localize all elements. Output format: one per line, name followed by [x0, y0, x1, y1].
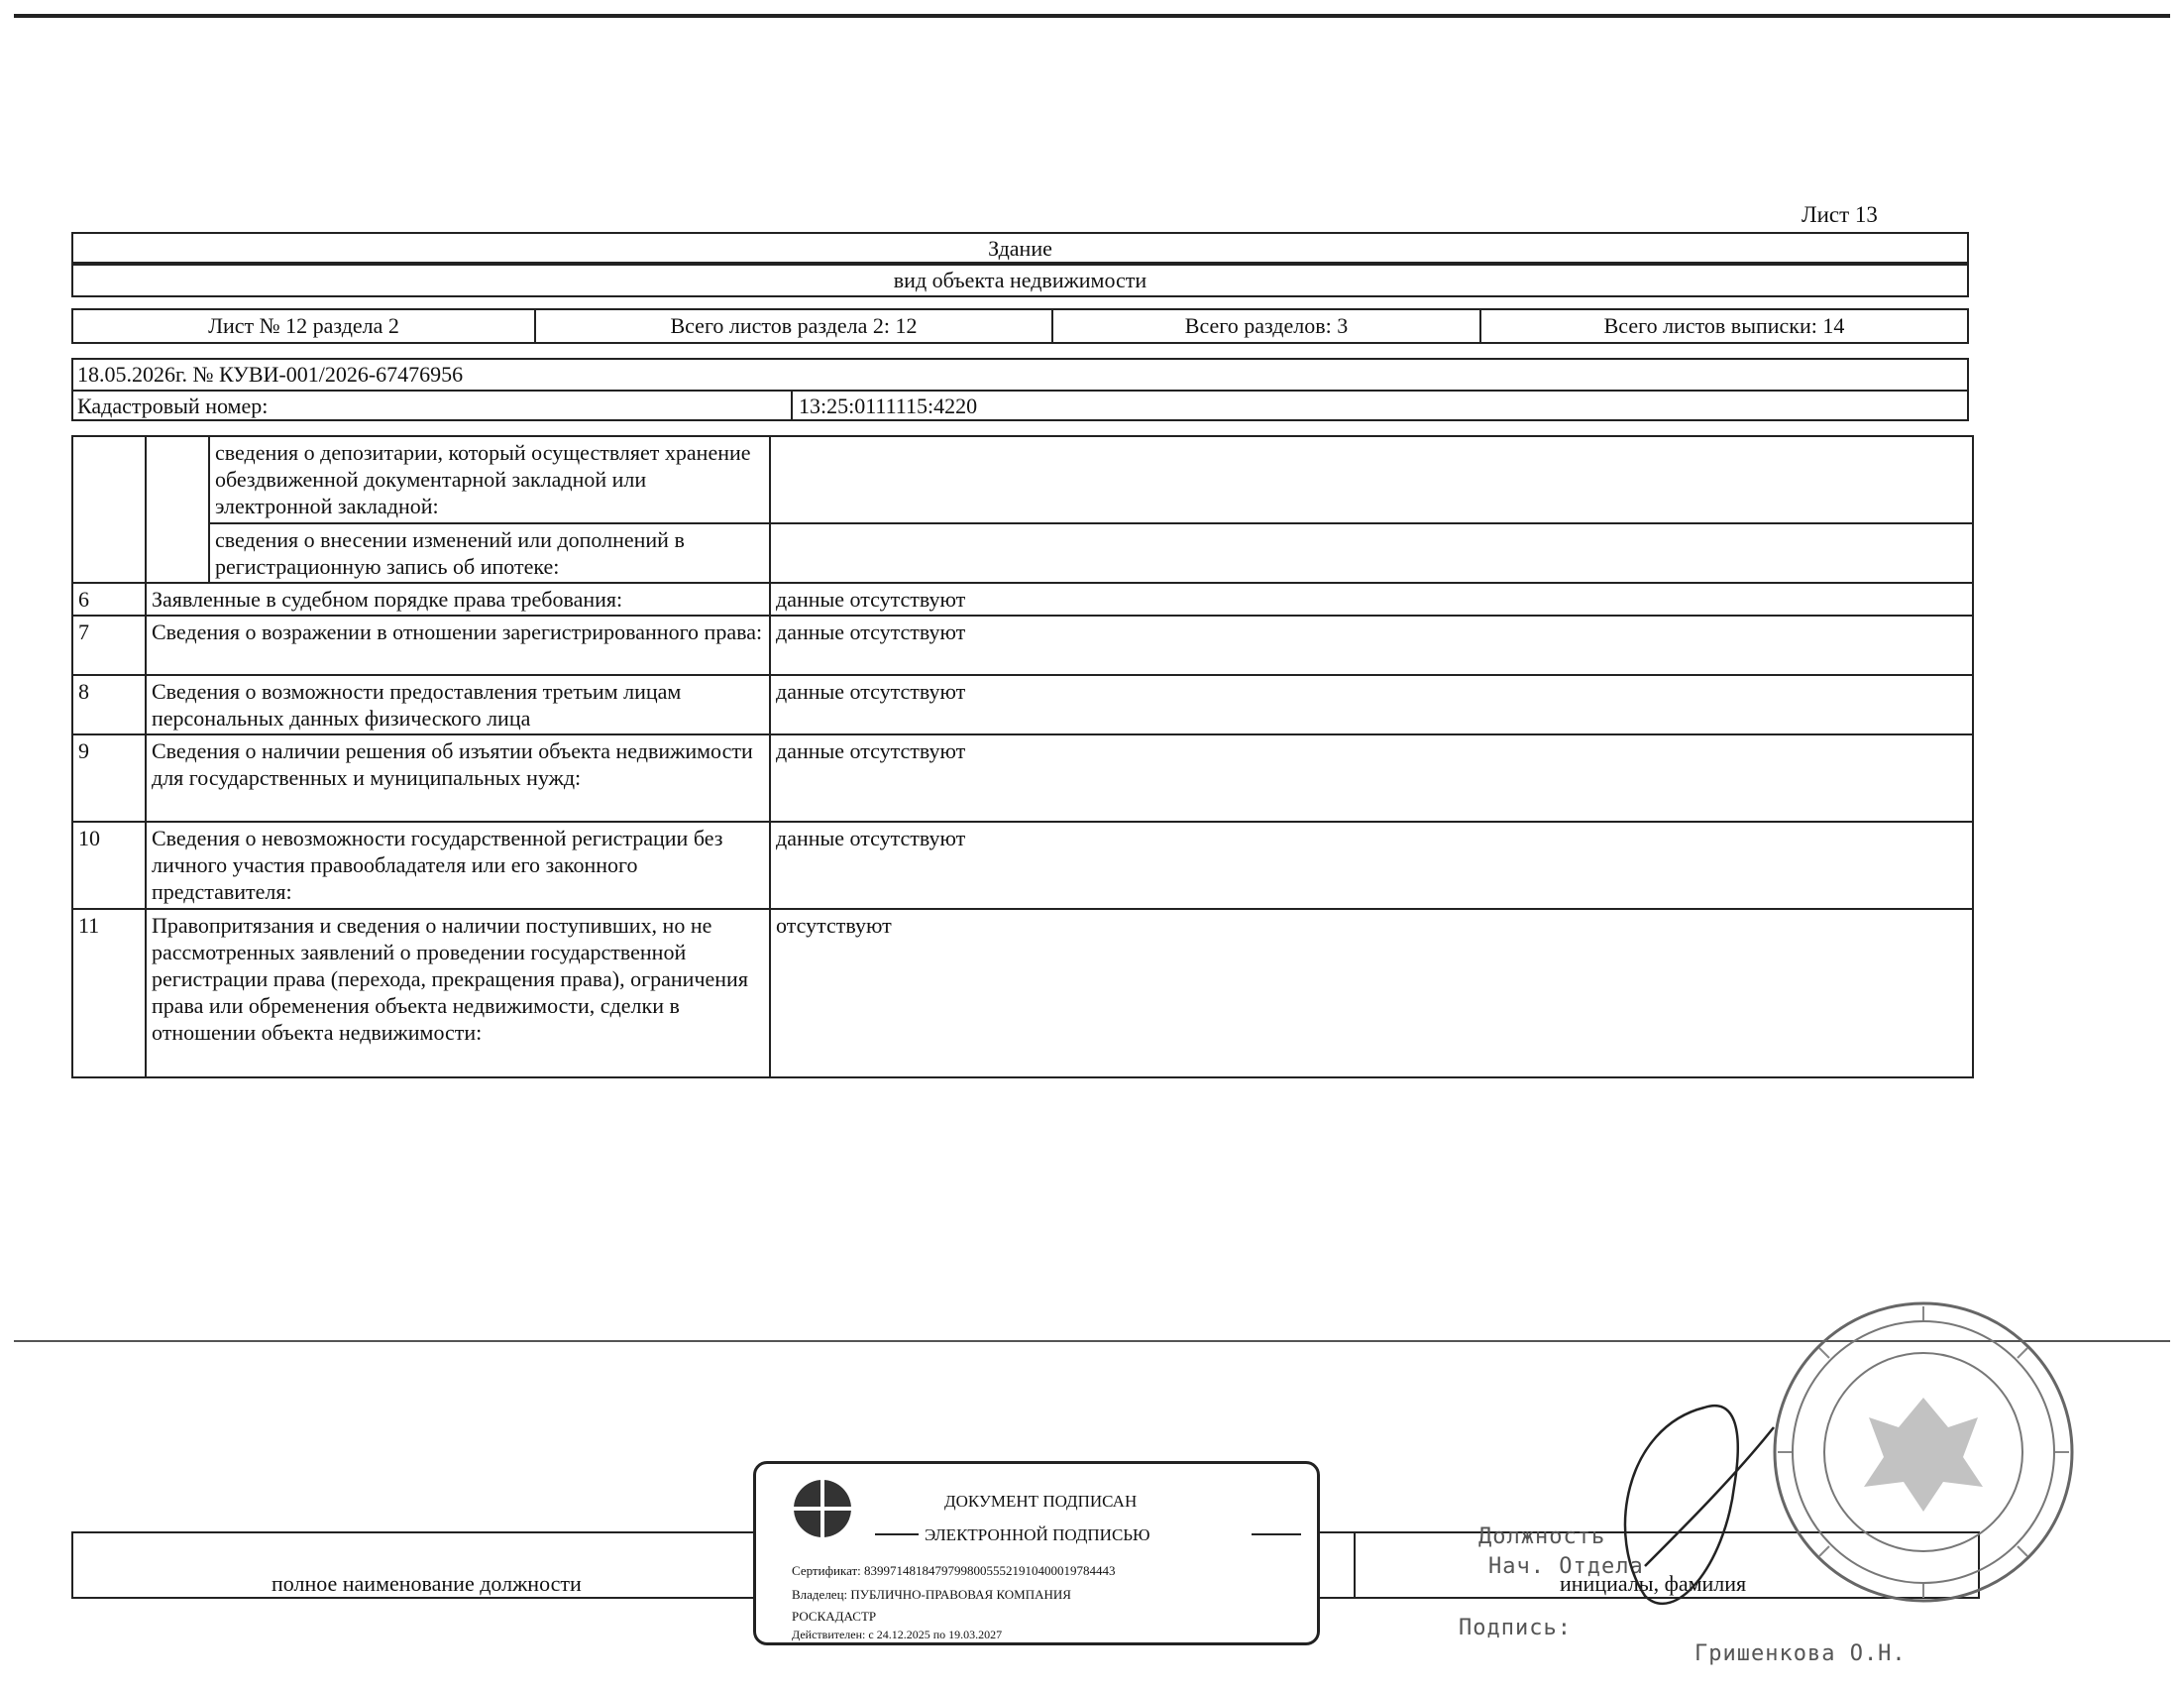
row-number: 7 [72, 616, 146, 675]
row-label: сведения о депозитарии, который осуществляет хранение обездвиженной документарной закладной или электронной закладной: [209, 436, 770, 523]
stamp-signer-name: Гришенкова О.Н. [1694, 1641, 1907, 1666]
top-border-line [14, 14, 2170, 18]
row-number-empty [72, 436, 146, 583]
object-type [71, 232, 1969, 264]
sub-indent-empty [146, 436, 209, 583]
sheet-info-row [71, 308, 1969, 344]
cadastral-number: 13:25:0111115:4220 [799, 394, 978, 418]
extract-reference: 18.05.2026г. № КУВИ-001/2026-67476956 [77, 362, 464, 387]
table-row [72, 909, 1973, 1077]
divider [791, 390, 793, 421]
extract-info [71, 358, 1969, 421]
position-caption: полное наименование должности [272, 1571, 582, 1596]
stamp-position-label: Должность [1478, 1524, 1606, 1549]
name-caption: инициалы, фамилия [1560, 1571, 1747, 1596]
row-value: данные отсутствуют [770, 583, 1973, 616]
row-value: данные отсутствуют [770, 822, 1973, 909]
object-type-value: Здание [988, 236, 1052, 261]
row-number: 9 [72, 734, 146, 822]
esig-certificate: Сертификат: 839971481847979980055521910400019784443 [792, 1563, 1116, 1578]
roskadastr-logo-icon [794, 1480, 851, 1537]
row-value [770, 523, 1973, 583]
table-row [72, 616, 1973, 675]
electronic-signature-box [753, 1461, 1320, 1645]
table-row [72, 436, 1973, 523]
stamp-position-value: Нач. Отдела [1488, 1554, 1644, 1579]
table-row [72, 523, 1973, 583]
esig-owner: Владелец: ПУБЛИЧНО-ПРАВОВАЯ КОМПАНИЯ [792, 1587, 1071, 1602]
divider [1354, 1533, 1356, 1597]
total-sections: Всего разделов: 3 [1053, 310, 1481, 342]
divider [1252, 1533, 1301, 1535]
table-row [72, 822, 1973, 909]
row-label: Сведения о возражении в отношении зарегистрированного права: [146, 616, 770, 675]
sheet-number-in-section: Лист № 12 раздела 2 [73, 310, 536, 342]
esig-title-line1: ДОКУМЕНТ ПОДПИСАН [944, 1492, 1138, 1511]
cadastral-label: Кадастровый номер: [77, 394, 269, 418]
esig-title-line2: ЭЛЕКТРОННОЙ ПОДПИСЬЮ [925, 1525, 1150, 1544]
encumbrance-table [71, 435, 1974, 1078]
handwritten-signature [1585, 1368, 1784, 1626]
row-label: Заявленные в судебном порядке права требования: [146, 583, 770, 616]
row-value: данные отсутствуют [770, 616, 1973, 675]
row-value: данные отсутствуют [770, 734, 1973, 822]
table-row [72, 734, 1973, 822]
esig-validity: Действителен: с 24.12.2025 по 19.03.2027 [792, 1628, 1003, 1641]
esig-owner-cont: РОСКАДАСТР [792, 1609, 877, 1624]
divider [875, 1533, 919, 1535]
row-label: Сведения о наличии решения об изъятии объекта недвижимости для государственных и муниципальных нужд: [146, 734, 770, 822]
row-number: 8 [72, 675, 146, 734]
row-number: 6 [72, 583, 146, 616]
divider [73, 390, 1967, 392]
row-label: Правопритязания и сведения о наличии поступивших, но не рассмотренных заявлений о проведении государственной регистрации права (перехода, прекращения права), ограничения права или обременения объекта недвижимости, сделки в отношении объекта недвижимости: [146, 909, 770, 1077]
table-row [72, 583, 1973, 616]
row-value: отсутствуют [770, 909, 1973, 1077]
object-type-caption: вид объекта недвижимости [893, 268, 1147, 292]
stamp-signature-label: Подпись: [1459, 1616, 1572, 1640]
total-sheets-section: Всего листов раздела 2: 12 [536, 310, 1053, 342]
row-number: 10 [72, 822, 146, 909]
table-row [72, 675, 1973, 734]
row-label: Сведения о возможности предоставления третьим лицам персональных данных физического лица [146, 675, 770, 734]
row-value [770, 436, 1973, 523]
official-seal [1770, 1298, 2077, 1606]
row-value: данные отсутствуют [770, 675, 1973, 734]
object-type-caption-box [71, 264, 1969, 297]
row-label: сведения о внесении изменений или дополнений в регистрационную запись об ипотеке: [209, 523, 770, 583]
row-label: Сведения о невозможности государственной регистрации без личного участия правообладателя или его законного представителя: [146, 822, 770, 909]
total-extract-sheets: Всего листов выписки: 14 [1603, 313, 1845, 338]
row-number: 11 [72, 909, 146, 1077]
sheet-number: Лист 13 [1802, 202, 1878, 227]
